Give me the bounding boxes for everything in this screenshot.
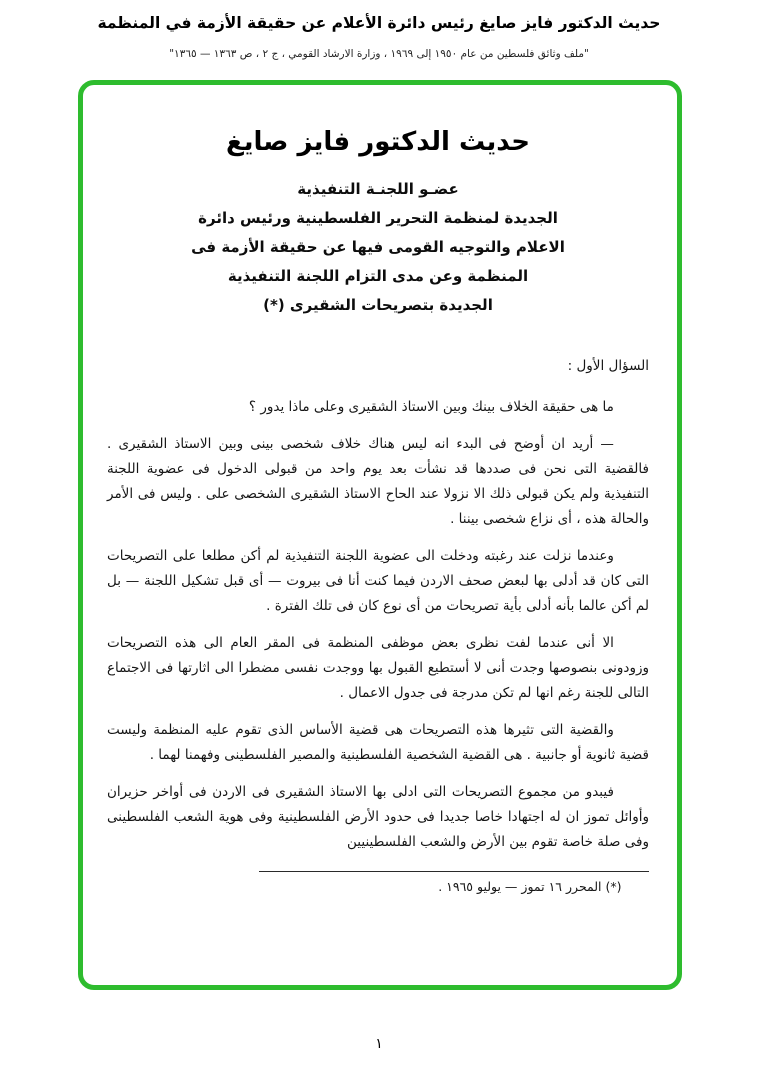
paragraph: وعندما نزلت عند رغبته ودخلت الى عضوية اللجنة التنفيذية لم أكن مطلعا على التصريحات التى كان قد أدلى بها لبعض صحف الاردن فيما كنت أنا فى بيروت — أى قبل تشكيل اللجنة — بل لم أكن عالما بأنه أدلى بأية تصريحات من أى نوع كان فى تلك الفترة . (107, 548, 649, 614)
subtitle-line: عضـو اللجنـة التنفيذية (297, 180, 459, 198)
paragraph: فيبدو من مجموع التصريحات التى ادلى بها الاستاذ الشقيرى فى الاردن فى أواخر حزيران وأوائل تموز ان له اجتهادا خاصا جديدا فى حدود الأرض الفلسطينية وفى هوية الشعب الفلسطينى وفى صلة خاصة تقوم بين الأرض والشعب الفلسطينيين (107, 784, 649, 850)
page-number: ١ (375, 1036, 383, 1052)
document-frame (78, 80, 682, 990)
document-title: حديث الدكتور فايز صايغ (225, 127, 531, 157)
header-source-citation: "ملف وثائق فلسطين من عام ١٩٥٠ إلى ١٩٦٩ ، وزارة الارشاد القومي ، ج ٢ ، ص ١٣٦٣ — ١٣٦٥" (169, 48, 589, 61)
page-header (0, 0, 758, 60)
footnote-divider (259, 871, 649, 872)
paragraph: الا أنى عندما لفت نظرى بعض موظفى المنظمة فى المقر العام الى هذه التصريحات وزودونى بنصوصها وجدت أنى لا أستطيع القبول بها ووجدت نفسى مضطرا الى اثارتها فى الاجتماع التالى للجنة رغم انها لم تكن مدرجة فى جدول الاعمال . (107, 635, 649, 701)
paragraph: والقضية التى تثيرها هذه التصريحات هى قضية الأساس الذى تقوم عليه المنظمة وليست قضية ثانوية أو جانبية . هى القضية الشخصية الفلسطينية والمصير الفلسطينى وفهمنا لهما . (107, 722, 649, 763)
paragraph: ما هى حقيقة الخلاف بينك وبين الاستاذ الشقيرى وعلى ماذا يدور ؟ (248, 399, 614, 415)
subtitle-line: الجديدة لمنظمة التحرير الفلسطينية ورئيس دائرة (198, 209, 558, 227)
subtitle-line: المنظمة وعن مدى التزام اللجنة التنفيذية (227, 267, 529, 285)
paragraph: — أريد ان أوضح فى البدء انه ليس هناك خلاف شخصى بينى وبين الاستاذ الشقيرى . فالقضية التى نحن فى صددها قد نشأت بعد يوم واحد من قبولى الدخول فى عضوية اللجنة التنفيذية ولم يكن قبولى ذلك الا نزولا عند الحاح الاستاذ الشقيرى الشخصى على . وليس فى الأمر والحالة هذه ، أى نزاع شخصى بيننا . (107, 436, 649, 527)
subtitle-line: الاعلام والتوجيه القومى فيها عن حقيقة الأزمة فى (191, 238, 565, 256)
subtitle-line: الجديدة بتصريحات الشقيرى (*) (263, 296, 493, 314)
header-title: حديث الدكتور فايز صايغ رئيس دائرة الأعلام عن حقيقة الأزمة في المنظمة (97, 14, 661, 32)
document-body (107, 354, 649, 855)
footnote: (*) المحرر ١٦ تموز — يوليو ١٩٦٥ . (438, 879, 622, 894)
document-subtitle (107, 175, 649, 320)
question-heading: السؤال الأول : (567, 358, 649, 374)
footnote-area (107, 871, 649, 894)
